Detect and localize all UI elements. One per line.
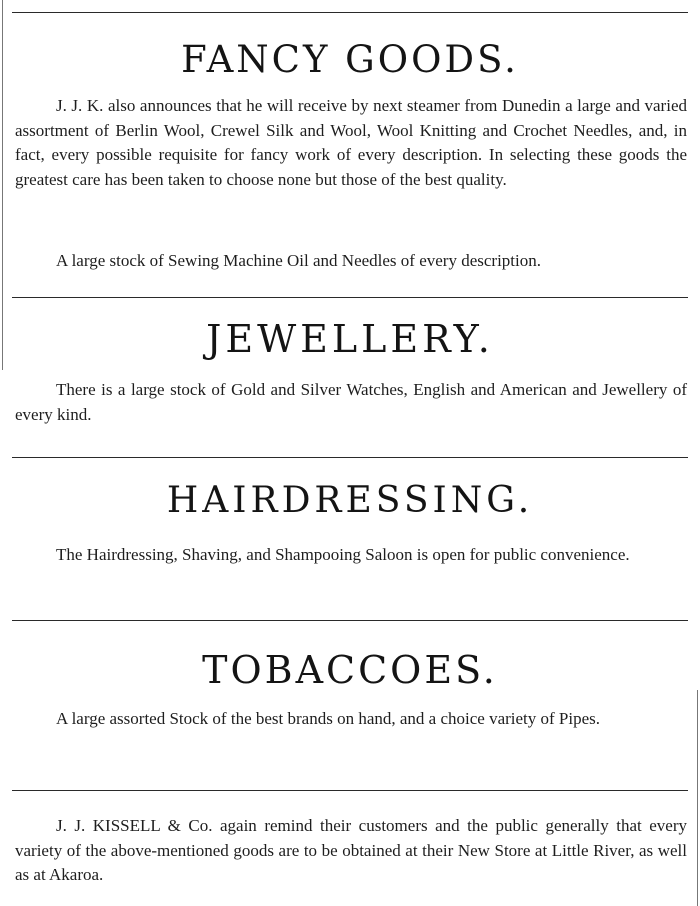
column-edge-right [697, 690, 698, 906]
divider-rule-4 [12, 790, 688, 791]
divider-rule-1 [12, 297, 688, 298]
closing-notice-paragraph: J. J. KISSELL & Co. again remind their customers and the public generally that every variety of the above-mentioned goods are to be obtained at their New Store at Little River, as well as at Akaroa. [15, 816, 687, 884]
section-heading-jewellery: JEWELLERY. [206, 317, 494, 361]
section-paragraph-jewellery: There is a large stock of Gold and Silver Watches, English and American and Jewellery of every kind. [15, 380, 687, 424]
divider-rule-3 [12, 620, 688, 621]
divider-rule-2 [12, 457, 688, 458]
section-paragraph-tobaccoes: A large assorted Stock of the best brands on hand, and a choice variety of Pipes. [56, 709, 601, 728]
section-heading-tobaccoes: TOBACCOES. [202, 648, 498, 692]
divider-rule-top [12, 12, 688, 13]
section-paragraph-fancy-goods-oil: A large stock of Sewing Machine Oil and Needles of every description. [56, 251, 541, 270]
section-paragraph-hairdressing: The Hairdressing, Shaving, and Shampooing Saloon is open for public convenience. [56, 545, 630, 564]
section-paragraph-fancy-goods-main: J. J. K. also announces that he will receive by next steamer from Dunedin a large and varied assortment of Berlin Wool, Crewel Silk and Wool, Wool Knitting and Crochet Needles, and, in fact, every possible requisite for fancy work of every description. In selecting these goods the greatest care has been taken to choose none but those of the best quality. [15, 96, 687, 189]
section-heading-hairdressing: HAIRDRESSING. [166, 480, 534, 521]
section-heading-fancy-goods: FANCY GOODS. [181, 38, 519, 81]
